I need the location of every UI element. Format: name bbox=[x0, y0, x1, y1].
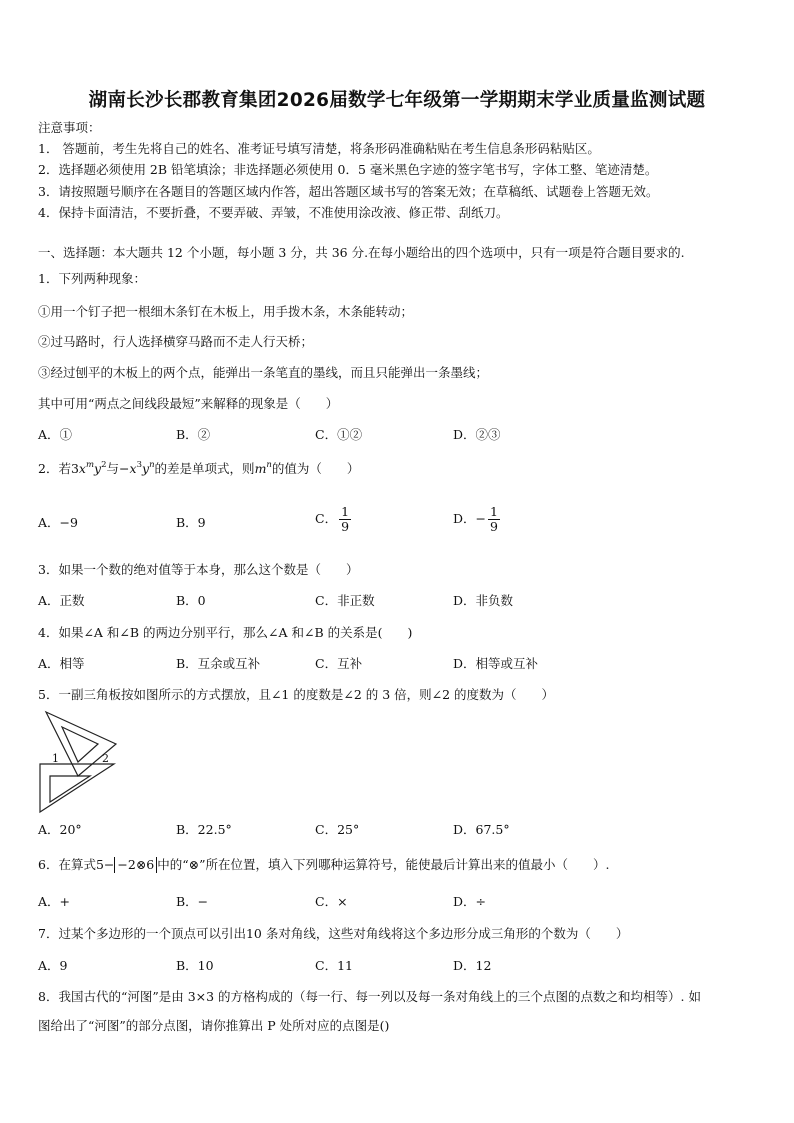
q1-option-a[interactable]: A．① bbox=[38, 427, 73, 442]
triangle-rulers-figure bbox=[38, 710, 122, 814]
q2-option-d-fraction: $\frac{1}{9}$ bbox=[490, 504, 498, 534]
q7-stem: 7．过某个多边形的一个顶点可以引出10 条对角线，这些对角线将这个多边形分成三角形的个数为（ ） bbox=[38, 926, 629, 941]
upper-triangle-ruler-inner bbox=[62, 727, 98, 762]
q3-stem: 3．如果一个数的绝对值等于本身，那么这个数是（ ） bbox=[38, 562, 359, 577]
q1-ask: 其中可用“两点之间线段最短”来解释的现象是（ ） bbox=[38, 396, 339, 411]
q2-stem bbox=[38, 460, 359, 478]
angle-2-label: 2 bbox=[102, 752, 109, 765]
q6-suffix: 中的“⊗”所在位置，填入下列哪种运算符号，能使最后计算出来的值最小（ ）. bbox=[157, 857, 610, 872]
q1-stem: 1．下列两种现象： bbox=[38, 271, 146, 286]
q4-option-d[interactable]: D．相等或互补 bbox=[453, 656, 539, 671]
q1-item-1: ①用一个钉子把一根细木条钉在木板上，用手拨木条，木条能转动； bbox=[38, 304, 414, 319]
q5-option-d[interactable]: D．67.5° bbox=[453, 822, 510, 837]
notice-item-3: 3．请按照题号顺序在各题目的答题区域内作答，超出答题区域书写的答案无效；在草稿纸、试题卷上答题无效。 bbox=[38, 184, 659, 199]
q3-option-b[interactable]: B．0 bbox=[176, 593, 206, 608]
q2-option-a[interactable]: A．−9 bbox=[38, 515, 78, 530]
q6-expression: 5− −2⊗6 bbox=[96, 857, 157, 872]
q2-term2: $-x^3y^n$ bbox=[119, 460, 155, 476]
q2-power: $m^n$ bbox=[254, 460, 272, 476]
q7-option-d[interactable]: D．12 bbox=[453, 958, 492, 973]
q8-line-1: 8．我国古代的“河图”是由 3×3 的方格构成的（每一行、每一列以及每一条对角线上的三个点图的点数之和均相等）. 如 bbox=[38, 989, 702, 1004]
q1-option-c[interactable]: C．①② bbox=[315, 427, 363, 442]
q5-option-c[interactable]: C．25° bbox=[315, 822, 360, 837]
q6-prefix: 6．在算式 bbox=[38, 857, 96, 872]
notice-item-2: 2．选择题必须使用 2B 铅笔填涂；非选择题必须使用 0．5 毫米黑色字迹的签字笔书写，字体工整、笔迹清楚。 bbox=[38, 162, 658, 177]
q3-option-a[interactable]: A．正数 bbox=[38, 593, 85, 608]
notice-item-4: 4．保持卡面清洁，不要折叠，不要弄破、弄皱，不准使用涂改液、修正带、刮纸刀。 bbox=[38, 205, 509, 220]
q4-option-c[interactable]: C．互补 bbox=[315, 656, 363, 671]
notice-heading: 注意事项： bbox=[38, 120, 101, 135]
q3-option-c[interactable]: C．非正数 bbox=[315, 593, 375, 608]
q6-option-c[interactable]: C．× bbox=[315, 894, 348, 909]
q2-option-c[interactable]: C． $\frac{1}{9}$ bbox=[315, 504, 350, 534]
q2-prefix: 2．若 bbox=[38, 461, 71, 476]
section-heading: 一、选择题：本大题共 12 个小题，每小题 3 分，共 36 分.在每小题给出的四个选项中，只有一项是符合题目要求的. bbox=[38, 245, 685, 260]
q7-option-c[interactable]: C．11 bbox=[315, 958, 353, 973]
q5-option-b[interactable]: B．22.5° bbox=[176, 822, 232, 837]
q4-option-a[interactable]: A．相等 bbox=[38, 656, 85, 671]
q2-suffix: 的值为（ ） bbox=[271, 461, 360, 476]
q4-stem: 4．如果∠A 和∠B 的两边分别平行，那么∠A 和∠B 的关系是( ) bbox=[38, 625, 413, 640]
q2-mid: 的差是单项式，则 bbox=[154, 461, 255, 476]
lower-triangle-ruler bbox=[40, 764, 114, 812]
q1-option-d[interactable]: D．②③ bbox=[453, 427, 501, 442]
q6-stem bbox=[38, 856, 609, 874]
q6-option-b[interactable]: B．− bbox=[176, 894, 209, 909]
q4-option-b[interactable]: B．互余或互补 bbox=[176, 656, 261, 671]
q1-item-2: ②过马路时，行人选择横穿马路而不走人行天桥； bbox=[38, 334, 314, 349]
q2-option-d[interactable]: D．− $\frac{1}{9}$ bbox=[453, 504, 498, 534]
angle-1-label: 1 bbox=[52, 752, 59, 765]
notice-item-1: 1． 答题前，考生先将自己的姓名、准考证号填写清楚，将条形码准确粘贴在考生信息条形码粘贴区。 bbox=[38, 141, 600, 156]
exam-title: 湖南长沙长郡教育集团2026届数学七年级第一学期期末学业质量监测试题 bbox=[88, 90, 706, 111]
q7-option-a[interactable]: A．9 bbox=[38, 958, 68, 973]
q6-option-d[interactable]: D．÷ bbox=[453, 894, 486, 909]
q8-line-2: 图给出了“河图”的部分点图，请你推算出 P 处所对应的点图是() bbox=[38, 1018, 390, 1033]
q2-join: 与 bbox=[106, 461, 120, 476]
q1-option-b[interactable]: B．② bbox=[176, 427, 211, 442]
lower-triangle-ruler-inner bbox=[50, 776, 90, 802]
q2-term1: $3x^my^2$ bbox=[70, 460, 107, 476]
q1-item-3: ③经过刨平的木板上的两个点，能弹出一条笔直的墨线，而且只能弹出一条墨线； bbox=[38, 365, 489, 380]
q2-option-b[interactable]: B．9 bbox=[176, 515, 206, 530]
q5-stem: 5．一副三角板按如图所示的方式摆放，且∠1 的度数是∠2 的 3 倍，则∠2 的度数为（ ） bbox=[38, 687, 555, 702]
q6-option-a[interactable]: A．+ bbox=[38, 894, 71, 909]
q2-option-c-fraction: $\frac{1}{9}$ bbox=[341, 504, 350, 534]
q7-option-b[interactable]: B．10 bbox=[176, 958, 214, 973]
upper-triangle-ruler bbox=[46, 712, 116, 776]
q3-option-d[interactable]: D．非负数 bbox=[453, 593, 514, 608]
q5-option-a[interactable]: A．20° bbox=[38, 822, 82, 837]
